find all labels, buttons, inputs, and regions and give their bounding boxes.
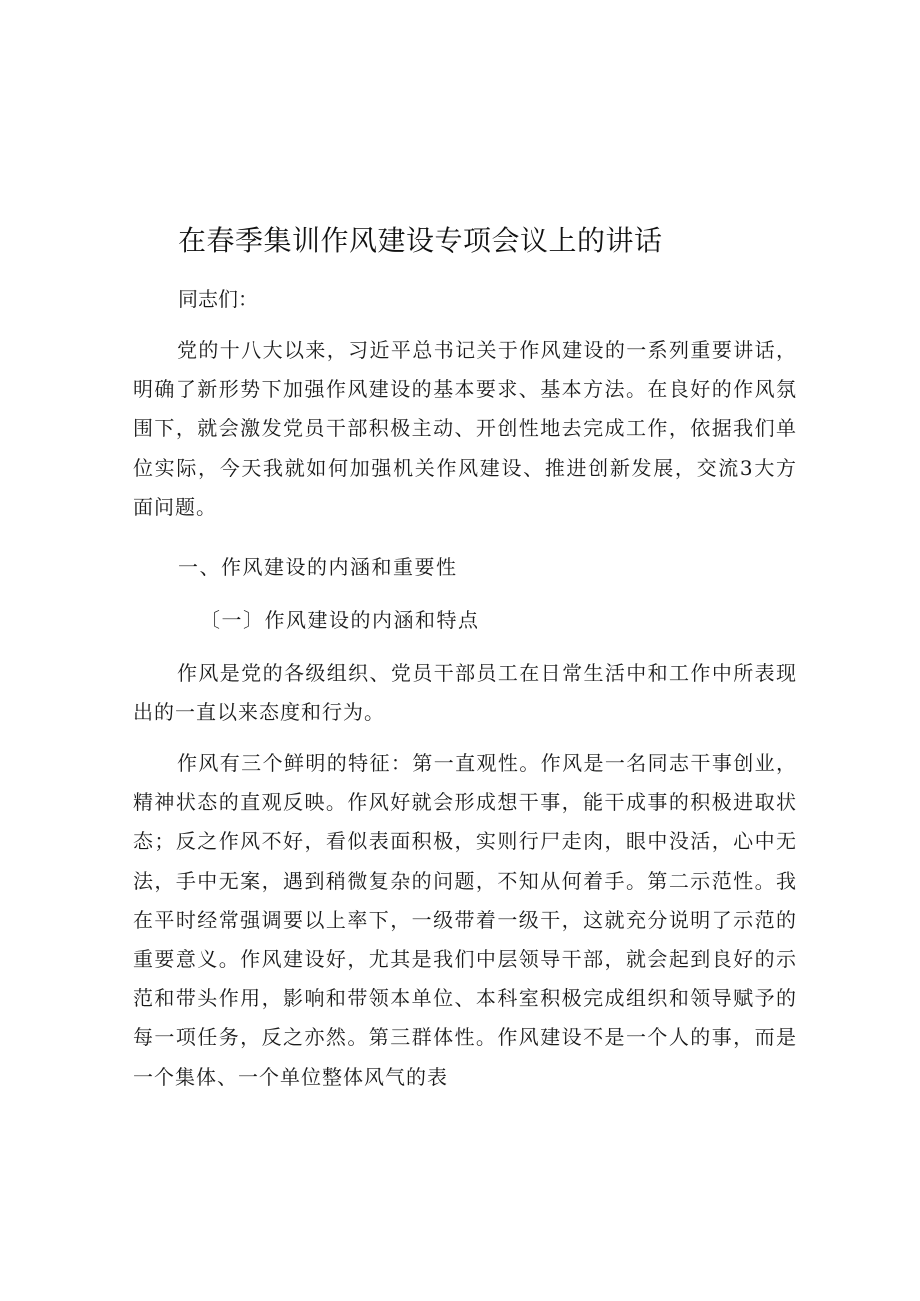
paragraph-intro: 党的十八大以来，习近平总书记关于作风建设的一系列重要讲话，明确了新形势下加强作风建设的基本要求、基本方法。在良好的作风氛围下，就会激发党员干部积极主动、开创性地去完成工作，依据我们单位实际，今天我就如何加强机关作风建设、推进创新发展，交流3大方面问题。 <box>133 338 797 519</box>
paragraph-definition: 作风是党的各级组织、党员干部员工在日常生活中和工作中所表现出的一直以来态度和行为。 <box>133 661 797 725</box>
salutation: 同志们： <box>178 287 258 311</box>
subsection-heading-1: 〔一〕作风建设的内涵和特点 <box>200 608 480 632</box>
document-title: 在春季集训作风建设专项会议上的讲话 <box>178 224 663 257</box>
section-heading-1: 一、作风建设的内涵和重要性 <box>178 555 458 579</box>
paragraph-characteristics: 作风有三个鲜明的特征：第一直观性。作风是一名同志干事创业，精神状态的直观反映。作风好就会形成想干事，能干成事的积极进取状态；反之作风不好，看似表面积极，实则行尸走肉，眼中没活，心中无法，手中无案，遇到稍微复杂的问题，不知从何着手。第二示范性。我在平时经常强调要以上率下，一级带着一级干，这就充分说明了示范的重要意义。作风建设好，尤其是我们中层领导干部，就会起到良好的示范和带头作用，影响和带领本单位、本科室积极完成组织和领导赋予的每一项任务，反之亦然。第三群体性。作风建设不是一个人的事，而是一个集体、一个单位整体风气的表 <box>133 751 797 1089</box>
